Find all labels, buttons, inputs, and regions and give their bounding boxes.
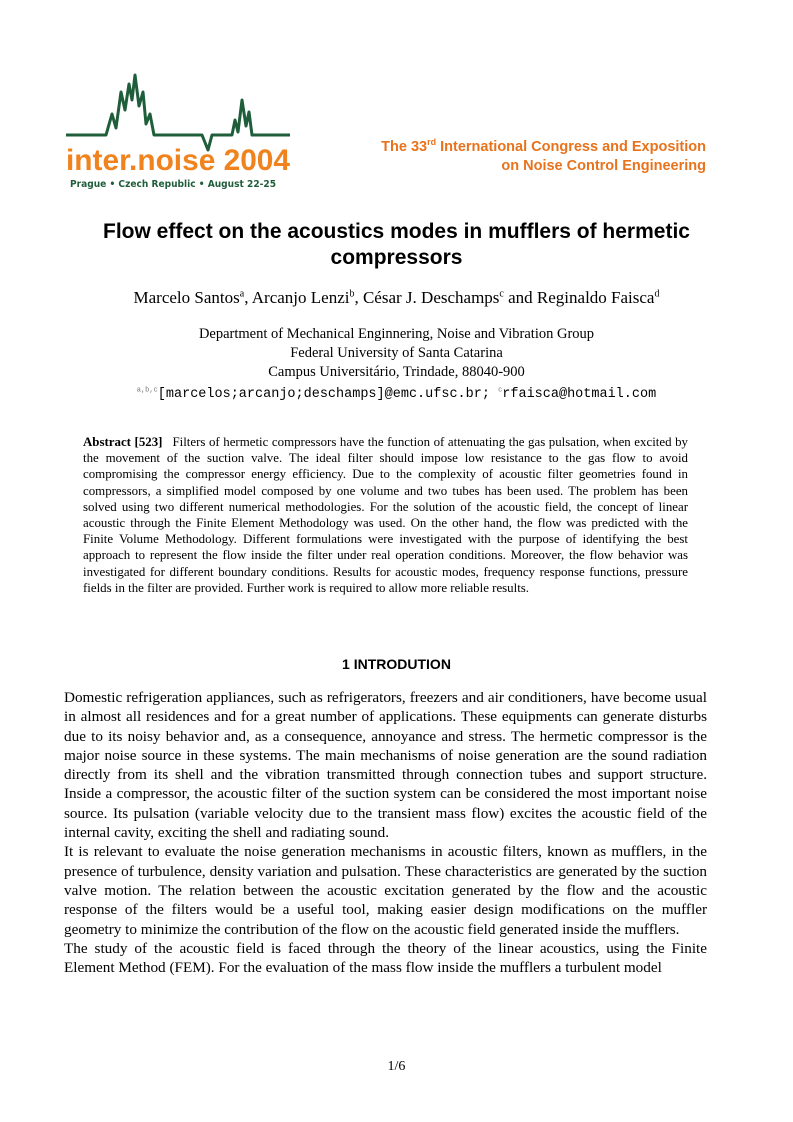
author-separator: , [244,288,252,307]
conference-name [286,138,706,176]
abstract-text: Filters of hermetic compressors have the function of attenuating the gas pulsation, when excited by the movement of the suction valve. The ideal filter should impose low resistance to the gas flow to avoid compromising the compressor energy efficiency. Due to the complexity of acoustic filter geometries found in compressors, a simplified model composed by one volume and two tubes has been used. The problem has been solved using two different numerical methodologies. For the solution of the acoustic field, the concept of linear acoustic through the Finite Element Methodology was used. On the other hand, the flow was predicted with the Finite Volume Methodology. Different formulations were investigated with the purpose of identifying the best approach to represent the flow inside the filter under real operation conditions. Moreover, the flow behavior was investigated for different boundary conditions. Results for acoustic modes, frequency response functions, pressure fields in the filter are provided. Further work is required to allow more reliable results. [83,435,688,595]
author-separator: and [503,288,537,307]
author-list [40,287,753,309]
abstract-label: Abstract [523] [83,435,163,449]
email-affiliation-mark: c [498,386,503,395]
conference-title-part1: International Congress and Exposition [436,139,706,155]
affiliation-university: Federal University of Santa Catarina [290,345,503,361]
author-affiliation-mark: c [499,288,504,300]
author-name: César J. Deschamps [362,288,500,307]
body-paragraph: Domestic refrigeration appliances, such as refrigerators, freezers and air conditioners, have become usual in almost all residences and for a great number of applications. These equipments can generate disturbs due to its noisy behavior and, as a consequence, annoyance and stress. The hermetic compressor is the major noise source in these systems. The main mechanisms of noise generation are the sound radiation directly from its shell and the vibration transmitted through connection tubes and support structure. Inside a compressor, the acoustic filter of the suction system can be considered the most important noise source. Its pulsation (variable velocity due to the transient mass flow) excites the acoustic field of the internal cavity, exciting the shell and radiating sound. [64,689,707,842]
conference-logo [62,70,294,194]
author-name: Marcelo Santos [133,288,240,307]
internoise-logo-graphic [62,70,294,194]
affiliation-block [40,325,753,382]
author-affiliation-mark: b [349,288,355,300]
body-text [64,688,707,977]
conference-name-line1 [286,138,706,157]
email-line [40,385,753,405]
logo-tagline: Prague • Czech Republic • August 22-25 [70,179,276,190]
conference-ordinal-suffix: rd [427,137,437,148]
author-affiliation-mark: a [239,288,245,300]
author-affiliation-mark: d [654,288,660,300]
email-affiliation-mark: a,b,c [136,386,158,395]
conference-name-line2: on Noise Control Engineering [501,158,706,174]
logo-wordmark: inter.noise 2004 [66,144,291,177]
affiliation-department: Department of Mechanical Enginnering, Noise and Vibration Group [198,326,595,342]
section-heading: 1 INTRODUTION [342,656,451,672]
abstract [83,434,688,596]
body-paragraph: It is relevant to evaluate the noise generation mechanisms in acoustic filters, known as mufflers, in the presence of turbulence, density variation and pulsation. These characteristics are generated by the suction valve motion. The relation between the acoustic excitation generated by the flow and the acoustic response of the filters would be a useful tool, making easier design modifications on the muffler geometry to minimize the contribution of the flow on the acoustic field generated inside the mufflers. [64,843,707,938]
waveform-line [66,75,290,150]
author-name: Arcanjo Lenzi [251,288,350,307]
email-address[interactable]: rfaisca@hotmail.com [502,387,657,402]
paper-title: Flow effect on the acoustics modes in mufflers of hermetic compressors [103,220,690,269]
author-separator: , [354,288,363,307]
page-number: 1/6 [387,1059,406,1074]
affiliation-address: Campus Universitário, Trindade, 88040-900 [268,364,525,380]
author-name: Reginaldo Faisca [536,288,655,307]
body-paragraph: The study of the acoustic field is faced through the theory of the linear acoustics, using the Finite Element Method (FEM). For the evaluation of the mass flow inside the mufflers a turbulent model [64,939,707,977]
conference-ordinal-number: The 33 [381,139,428,155]
email-address[interactable]: [marcelos;arcanjo;deschamps]@emc.ufsc.br; [157,387,490,402]
